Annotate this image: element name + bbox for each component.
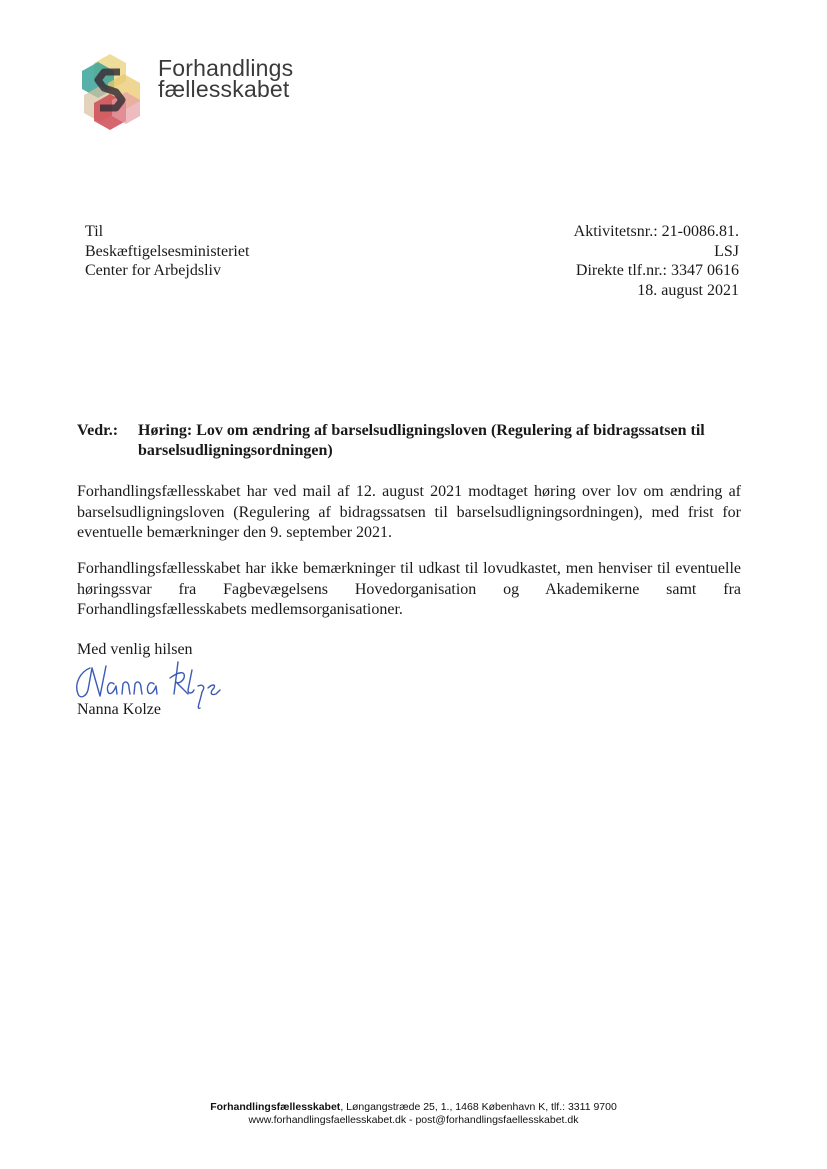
logo-line-1: Forhandlings <box>158 55 294 81</box>
direct-phone: Direkte tlf.nr.: 3347 0616 <box>575 262 739 279</box>
body-paragraph-1: Forhandlingsfællesskabet har ved mail af 12. august 2021 modtaget høring over lov om ændring af barselsudligningsloven (Regulering af bidragssatsen til barselsudligningsordningen), med frist for eventuelle bemærkninger den 9. september 2021. <box>77 483 741 541</box>
signer-name: Nanna Kolze <box>77 701 161 718</box>
closing-salutation: Med venlig hilsen <box>77 641 193 658</box>
subject-text: Høring: Lov om ændring af barselsudligningsloven (Regulering af bidragssatsen til barselsudligningsordningen) <box>138 422 705 459</box>
footer-address: , Løngangstræde 25, 1., 1468 København K, tlf.: 3311 9700 <box>340 1101 617 1113</box>
footer-org-name: Forhandlingsfællesskabet <box>210 1101 341 1113</box>
initials: LSJ <box>714 242 739 260</box>
logo-line-2: fællesskabet <box>158 76 290 102</box>
footer-contact: www.forhandlingsfaellesskabet.dk - post@forhandlingsfaellesskabet.dk <box>248 1114 579 1126</box>
body-paragraph-2: Forhandlingsfællesskabet har ikke bemærkninger til udkast til lovudkastet, men henviser til eventuelle høringssvar fra Fagbevægelsens Hovedorganisation og Akademikerne samt fra Forhandlingsfællesskabets medlemsorganisationer. <box>77 560 741 618</box>
footer-line-1 <box>0 1101 827 1114</box>
logo-wordmark <box>158 55 294 102</box>
activity-number: Aktivitetsnr.: 21-0086.81. <box>573 223 739 240</box>
recipient-line: Til <box>85 223 104 240</box>
hexagon-logo-icon <box>80 52 150 132</box>
recipient-block <box>85 222 249 281</box>
logo <box>80 52 320 132</box>
reference-block <box>574 222 739 300</box>
subject-label: Vedr.: <box>77 422 119 439</box>
recipient-line: Center for Arbejdsliv <box>85 262 221 279</box>
letter-date: 18. august 2021 <box>637 281 739 299</box>
recipient-line: Beskæftigelsesministeriet <box>85 242 250 260</box>
footer <box>0 1101 827 1127</box>
subject-line <box>77 421 757 461</box>
